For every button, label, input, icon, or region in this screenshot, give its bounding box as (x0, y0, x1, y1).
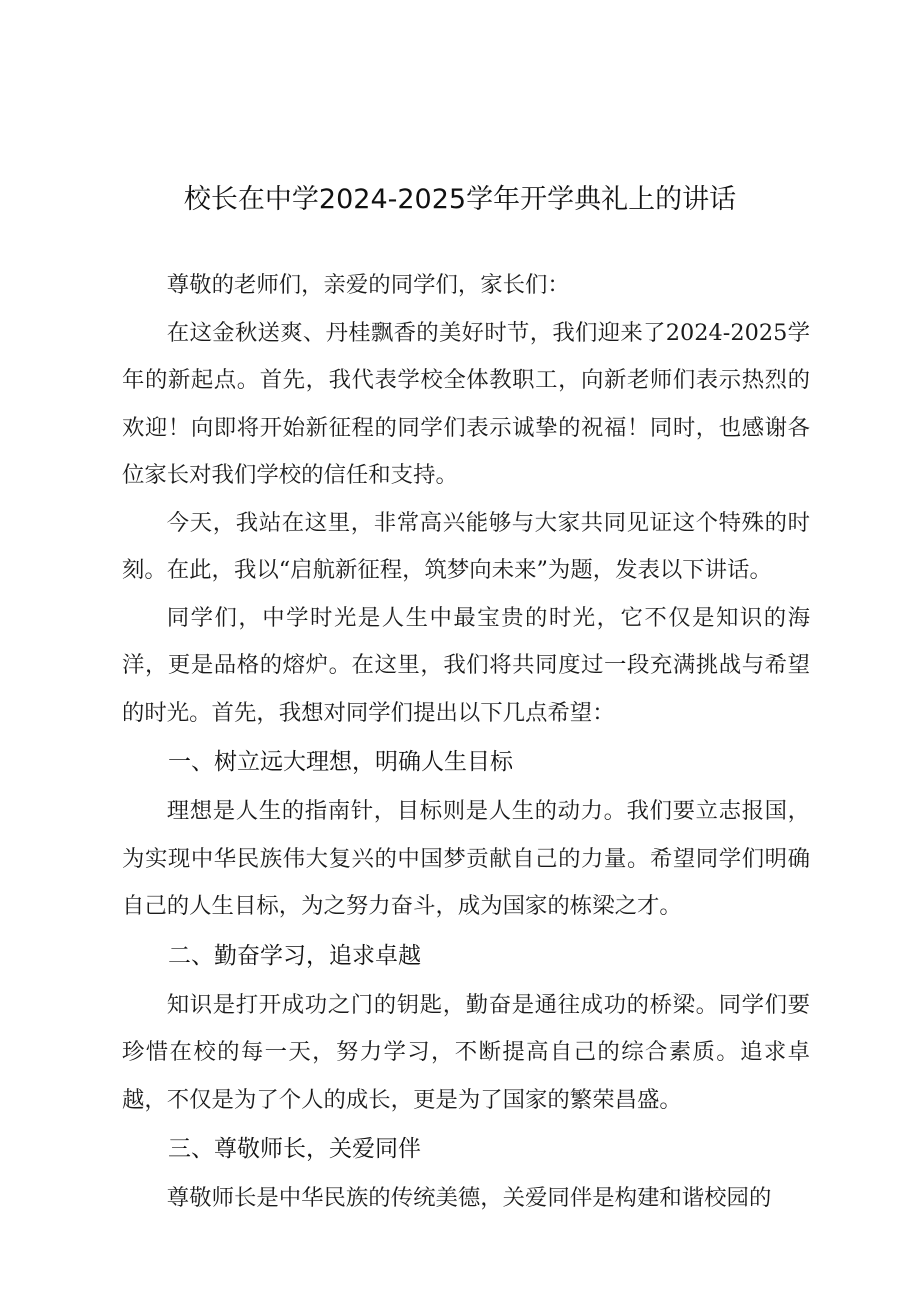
section-heading-3: 三、尊敬师长，关爱同伴 (168, 1136, 421, 1162)
paragraph-hopes: 同学们，中学时光是人生中最宝贵的时光，它不仅是知识的海洋，更是品格的熔炉。在这里，我们将共同度过一段充满挑战与希望的时光。首先，我想对同学们提出以下几点希望： (122, 604, 810, 726)
section-text-1: 理想是人生的指南针，目标则是人生的动力。我们要立志报国，为实现中华民族伟大复兴的中国梦贡献自己的力量。希望同学们明确自己的人生目标，为之努力奋斗，成为国家的栋梁之才。 (122, 798, 810, 919)
section-heading-1: 一、树立远大理想，明确人生目标 (168, 749, 513, 775)
document-title: 校长在中学2024-2025学年开学典礼上的讲话 (183, 184, 737, 215)
paragraph-theme: 今天，我站在这里，非常高兴能够与大家共同见证这个特殊的时刻。在此，我以“启航新征程，筑梦向未来”为题，发表以下讲话。 (122, 509, 810, 583)
document-body (122, 262, 810, 1223)
section-text-3: 尊敬师长是中华民族的传统美德，关爱同伴是构建和谐校园的 (166, 1185, 772, 1211)
section-heading-2: 二、勤奋学习，追求卓越 (168, 942, 421, 969)
paragraph-opening: 在这金秋送爽、丹桂飘香的美好时节，我们迎来了2024-2025学年的新起点。首先，我代表学校全体教职工，向新老师们表示热烈的欢迎！向即将开始新征程的同学们表示诚挚的祝福！同时，也感谢各位家长对我们学校的信任和支持。 (122, 319, 810, 488)
section-text-2: 知识是打开成功之门的钥匙，勤奋是通往成功的桥梁。同学们要珍惜在校的每一天，努力学习，不断提高自己的综合素质。追求卓越，不仅是为了个人的成长，更是为了国家的繁荣昌盛。 (122, 991, 810, 1113)
salutation: 尊敬的老师们，亲爱的同学们，家长们： (166, 272, 570, 298)
